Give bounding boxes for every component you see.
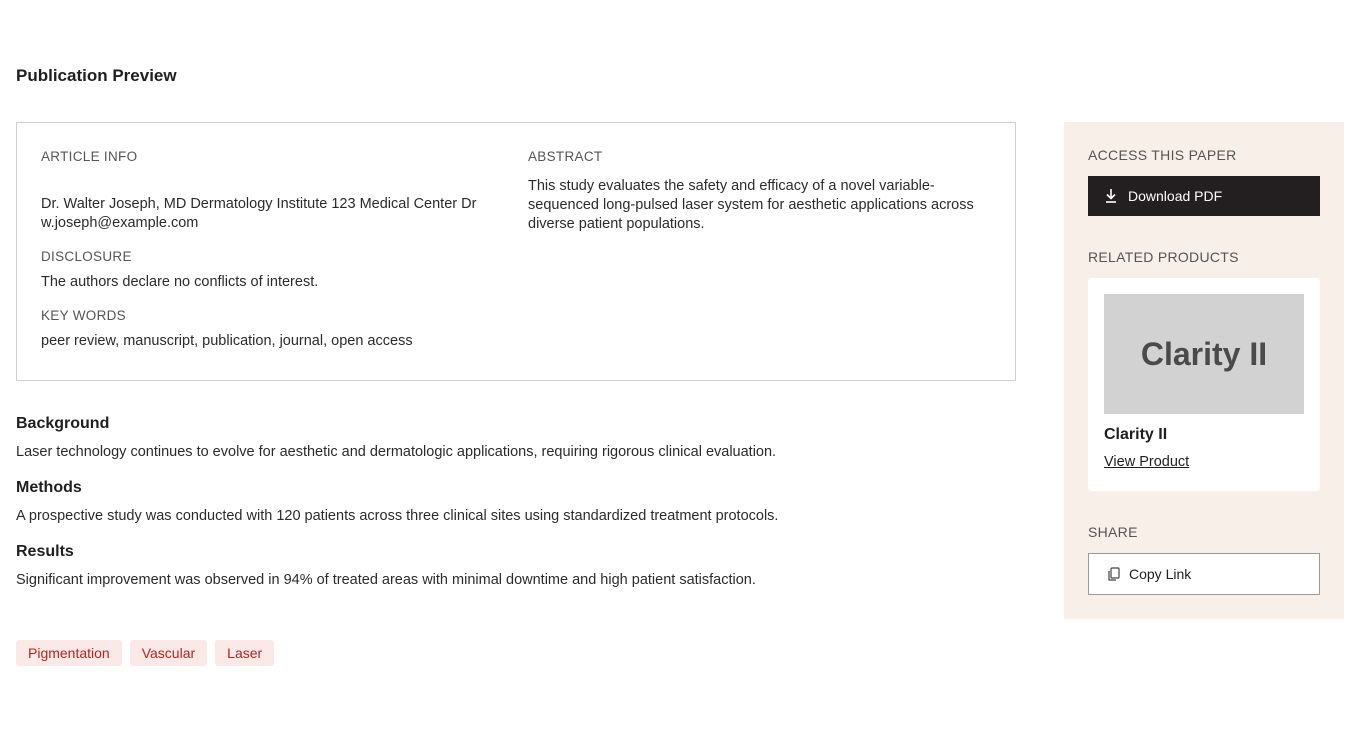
methods-section: [16, 478, 1016, 526]
abstract-column: [528, 149, 998, 234]
copy-link-label: Copy Link: [1129, 566, 1192, 582]
tag-list: [16, 640, 274, 666]
disclosure-label: DISCLOSURE: [41, 249, 132, 264]
download-icon: [1104, 188, 1118, 204]
download-pdf-label: Download PDF: [1128, 188, 1223, 204]
keywords-text: peer review, manuscript, publication, journal, open access: [41, 333, 413, 349]
related-products-label: RELATED PRODUCTS: [1088, 249, 1239, 265]
section-text: A prospective study was conducted with 120 patients across three clinical sites using standardized treatment protocols.: [16, 508, 779, 524]
sidebar: [1064, 122, 1344, 619]
results-section: [16, 542, 1016, 590]
abstract-text: This study evaluates the safety and efficacy of a novel variable-sequenced long-pulsed laser system for aesthetic applications across diverse patient populations.: [528, 178, 974, 232]
section-heading: Methods: [16, 479, 82, 496]
abstract-label: ABSTRACT: [528, 149, 603, 164]
section-heading: Results: [16, 543, 74, 560]
background-section: [16, 414, 1016, 462]
article-body: [16, 414, 1016, 606]
product-image: Clarity II: [1104, 294, 1304, 414]
section-text: Significant improvement was observed in 94% of treated areas with minimal downtime and high patient satisfaction.: [16, 572, 756, 588]
view-product-link[interactable]: View Product: [1104, 454, 1190, 470]
download-pdf-button[interactable]: [1088, 176, 1320, 216]
section-text: Laser technology continues to evolve for aesthetic and dermatologic applications, requiring rigorous clinical evaluation.: [16, 444, 777, 460]
article-info-column: [41, 149, 481, 351]
article-info-label: ARTICLE INFO: [41, 149, 138, 164]
access-paper-label: ACCESS THIS PAPER: [1088, 147, 1237, 163]
copy-icon: [1108, 567, 1120, 581]
product-name: Clarity II: [1104, 426, 1168, 443]
article-info-panel: [16, 122, 1016, 381]
tag-vascular[interactable]: Vascular: [130, 640, 207, 666]
product-card: [1088, 278, 1320, 491]
disclosure-text: The authors declare no conflicts of interest.: [41, 274, 319, 290]
page-title: Publication Preview: [16, 66, 177, 85]
copy-link-button[interactable]: [1088, 553, 1320, 595]
tag-laser[interactable]: Laser: [215, 640, 274, 666]
section-heading: Background: [16, 415, 110, 432]
keywords-label: KEY WORDS: [41, 308, 126, 323]
tag-pigmentation[interactable]: Pigmentation: [16, 640, 122, 666]
author-info: Dr. Walter Joseph, MD Dermatology Institute 123 Medical Center Dr w.joseph@example.com: [41, 196, 477, 231]
share-label: SHARE: [1088, 524, 1138, 540]
